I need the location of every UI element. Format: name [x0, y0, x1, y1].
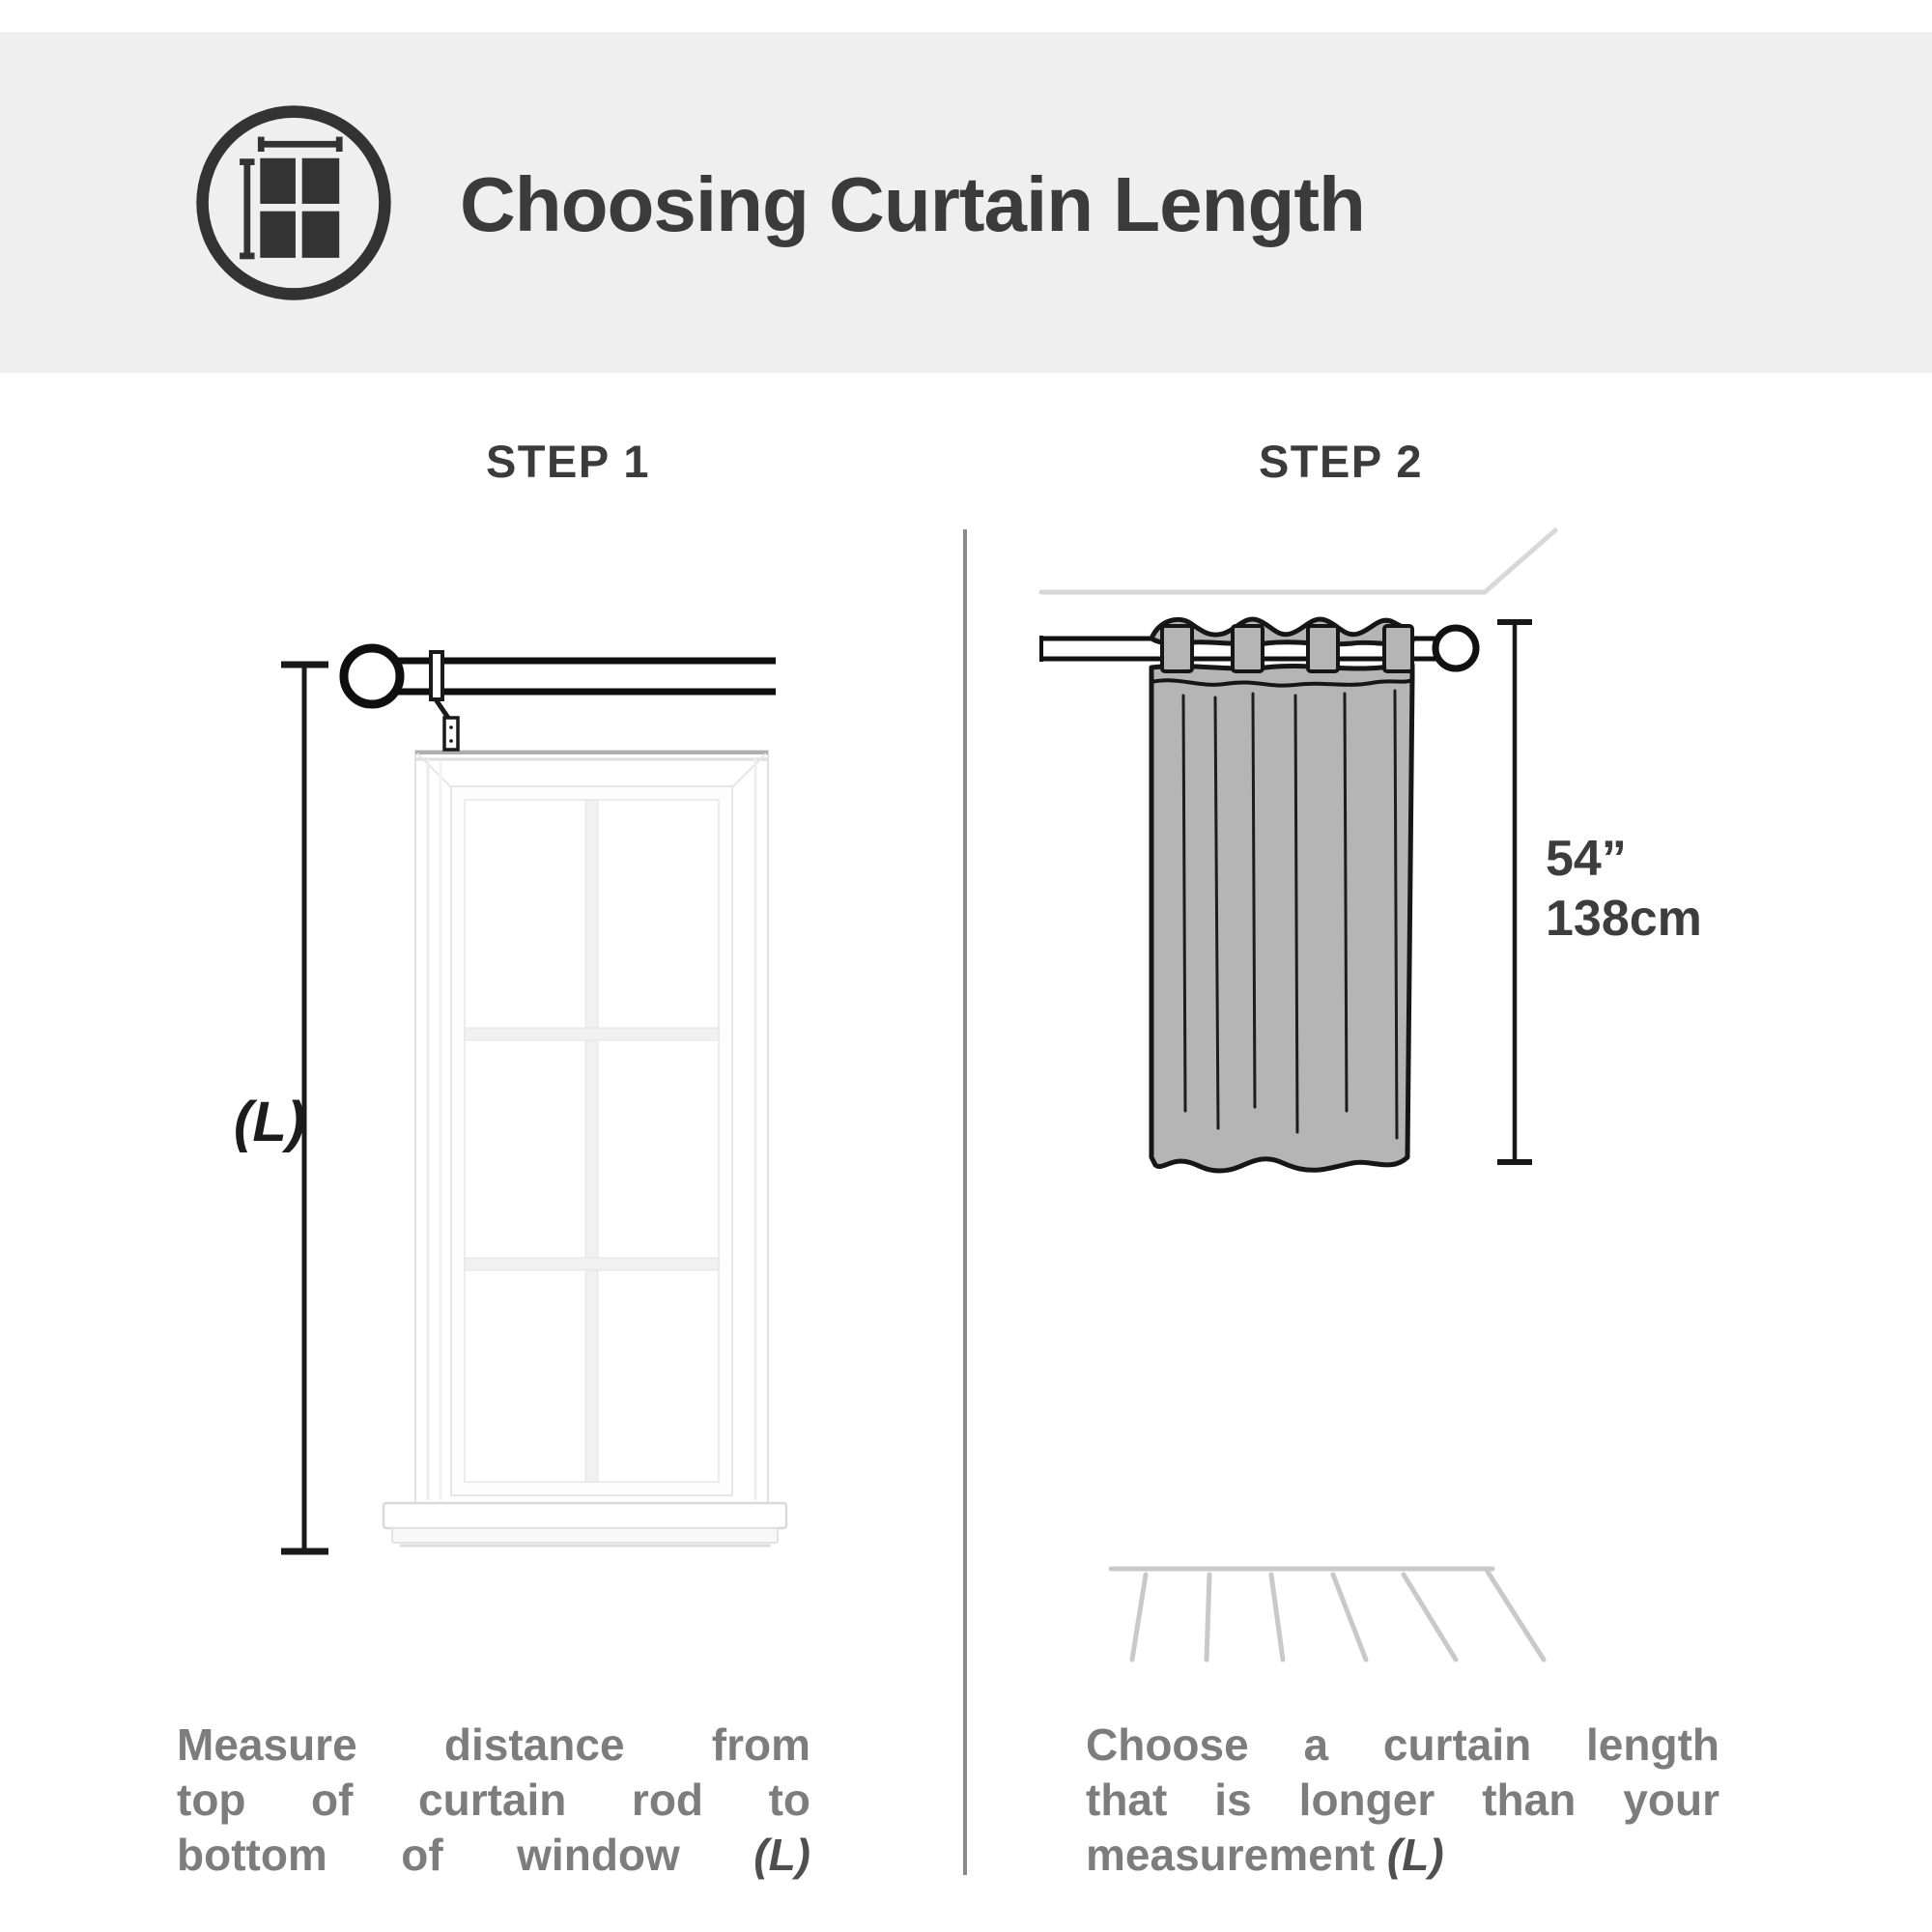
curtain-tab [1162, 626, 1192, 671]
step-1-caption [177, 1718, 810, 1883]
length-label: (L) [234, 1091, 306, 1153]
size-label-cm: 138cm [1546, 891, 1702, 947]
curtain-tab [1233, 626, 1263, 671]
icon-width-measure [261, 137, 339, 152]
icon-height-measure [240, 162, 254, 256]
window-illustration [384, 751, 786, 1546]
step-2-diagram [1005, 522, 1719, 1671]
rod-finial-ball [1435, 628, 1476, 668]
step-1-diagram [174, 522, 831, 1642]
step-1-label: STEP 1 [485, 436, 651, 487]
size-label-inches: 54” [1546, 831, 1627, 887]
caption-line: bottom of window (L) [177, 1830, 810, 1880]
curtain-tab [1384, 626, 1412, 671]
caption-line: Measure distance from [177, 1719, 810, 1770]
size-measurement-line [1497, 622, 1532, 1162]
caption-line: top of curtain rod to [177, 1775, 810, 1825]
icon-window-panes [260, 158, 339, 258]
rod-bracket [431, 652, 458, 750]
step-2-caption [1086, 1718, 1719, 1883]
floor-lines [1111, 1569, 1544, 1660]
column-divider [963, 529, 967, 1875]
window-measure-icon [191, 100, 396, 305]
curtain-tab [1308, 626, 1338, 671]
caption-line: measurement (L) [1086, 1830, 1444, 1880]
rod-finial-ball [344, 648, 400, 704]
page-title: Choosing Curtain Length [460, 161, 1365, 247]
ceiling-line [1041, 530, 1555, 592]
window-sill [384, 1503, 786, 1546]
caption-line: Choose a curtain length [1086, 1719, 1719, 1770]
curtain-panel [1151, 665, 1412, 1171]
curtain-rod-illustration [344, 648, 776, 750]
caption-line: that is longer than your [1086, 1775, 1719, 1825]
step-2-label: STEP 2 [1258, 436, 1424, 487]
